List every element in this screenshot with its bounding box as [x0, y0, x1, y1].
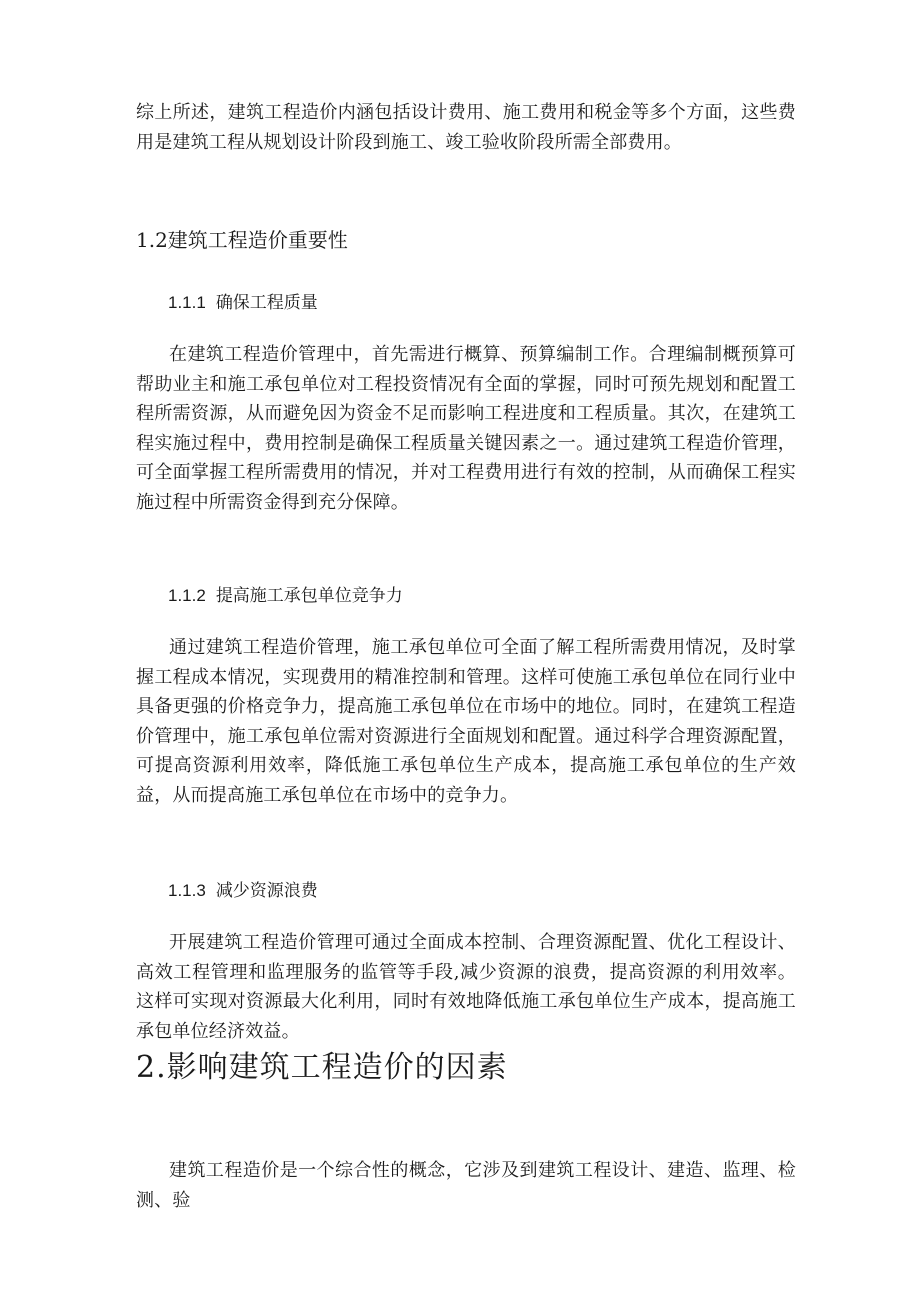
subsection-heading-1-1-3 — [168, 878, 318, 904]
subsection-title: 确保工程质量 — [215, 293, 318, 313]
paragraph-ensure-quality: 在建筑工程造价管理中，首先需进行概算、预算编制工作。合理编制概预算可帮助业主和施工承包单位对工程投资情况有全面的掌握，同时可预先规划和配置工程所需资源，从而避免因为资金不足而影响工程进度和工程质量。其次，在建筑工程实施过程中，费用控制是确保工程质量关键因素之一。通过建筑工程造价管理，可全面掌握工程所需费用的情况，并对工程费用进行有效的控制，从而确保工程实施过程中所需资金得到充分保障。 — [136, 344, 796, 513]
subsection-number: 1.1.2 — [168, 586, 206, 605]
subsection-number: 1.1.1 — [168, 293, 206, 312]
subsection-heading-1-1-2 — [168, 583, 403, 609]
chapter-heading-2: 2.影响建筑工程造价的因素 — [136, 1050, 508, 1085]
subsection-title: 减少资源浪费 — [215, 881, 318, 901]
subsection-number: 1.1.3 — [168, 881, 206, 900]
subsection-title: 提高施工承包单位竞争力 — [215, 586, 403, 606]
section-heading-1-2: 1.2建筑工程造价重要性 — [136, 228, 348, 252]
paragraph-factors-intro: 建筑工程造价是一个综合性的概念，它涉及到建筑工程设计、建造、监理、检测、验 — [136, 1160, 796, 1211]
paragraph-reduce-waste: 开展建筑工程造价管理可通过全面成本控制、合理资源配置、优化工程设计、高效工程管理和监理服务的监管等手段,减少资源的浪费，提高资源的利用效率。这样可实现对资源最大化利用，同时有效地降低施工承包单位生产成本，提高施工承包单位经济效益。 — [136, 932, 796, 1042]
paragraph-summary: 综上所述，建筑工程造价内涵包括设计费用、施工费用和税金等多个方面，这些费用是建筑工程从规划设计阶段到施工、竣工验收阶段所需全部费用。 — [136, 102, 796, 153]
paragraph-competitiveness: 通过建筑工程造价管理，施工承包单位可全面了解工程所需费用情况，及时掌握工程成本情况，实现费用的精准控制和管理。这样可使施工承包单位在同行业中具备更强的价格竞争力，提高施工承包单位在市场中的地位。同时，在建筑工程造价管理中，施工承包单位需对资源进行全面规划和配置。通过科学合理资源配置，可提高资源利用效率，降低施工承包单位生产成本，提高施工承包单位的生产效益，从而提高施工承包单位在市场中的竞争力。 — [136, 637, 796, 806]
subsection-heading-1-1-1 — [168, 290, 318, 316]
